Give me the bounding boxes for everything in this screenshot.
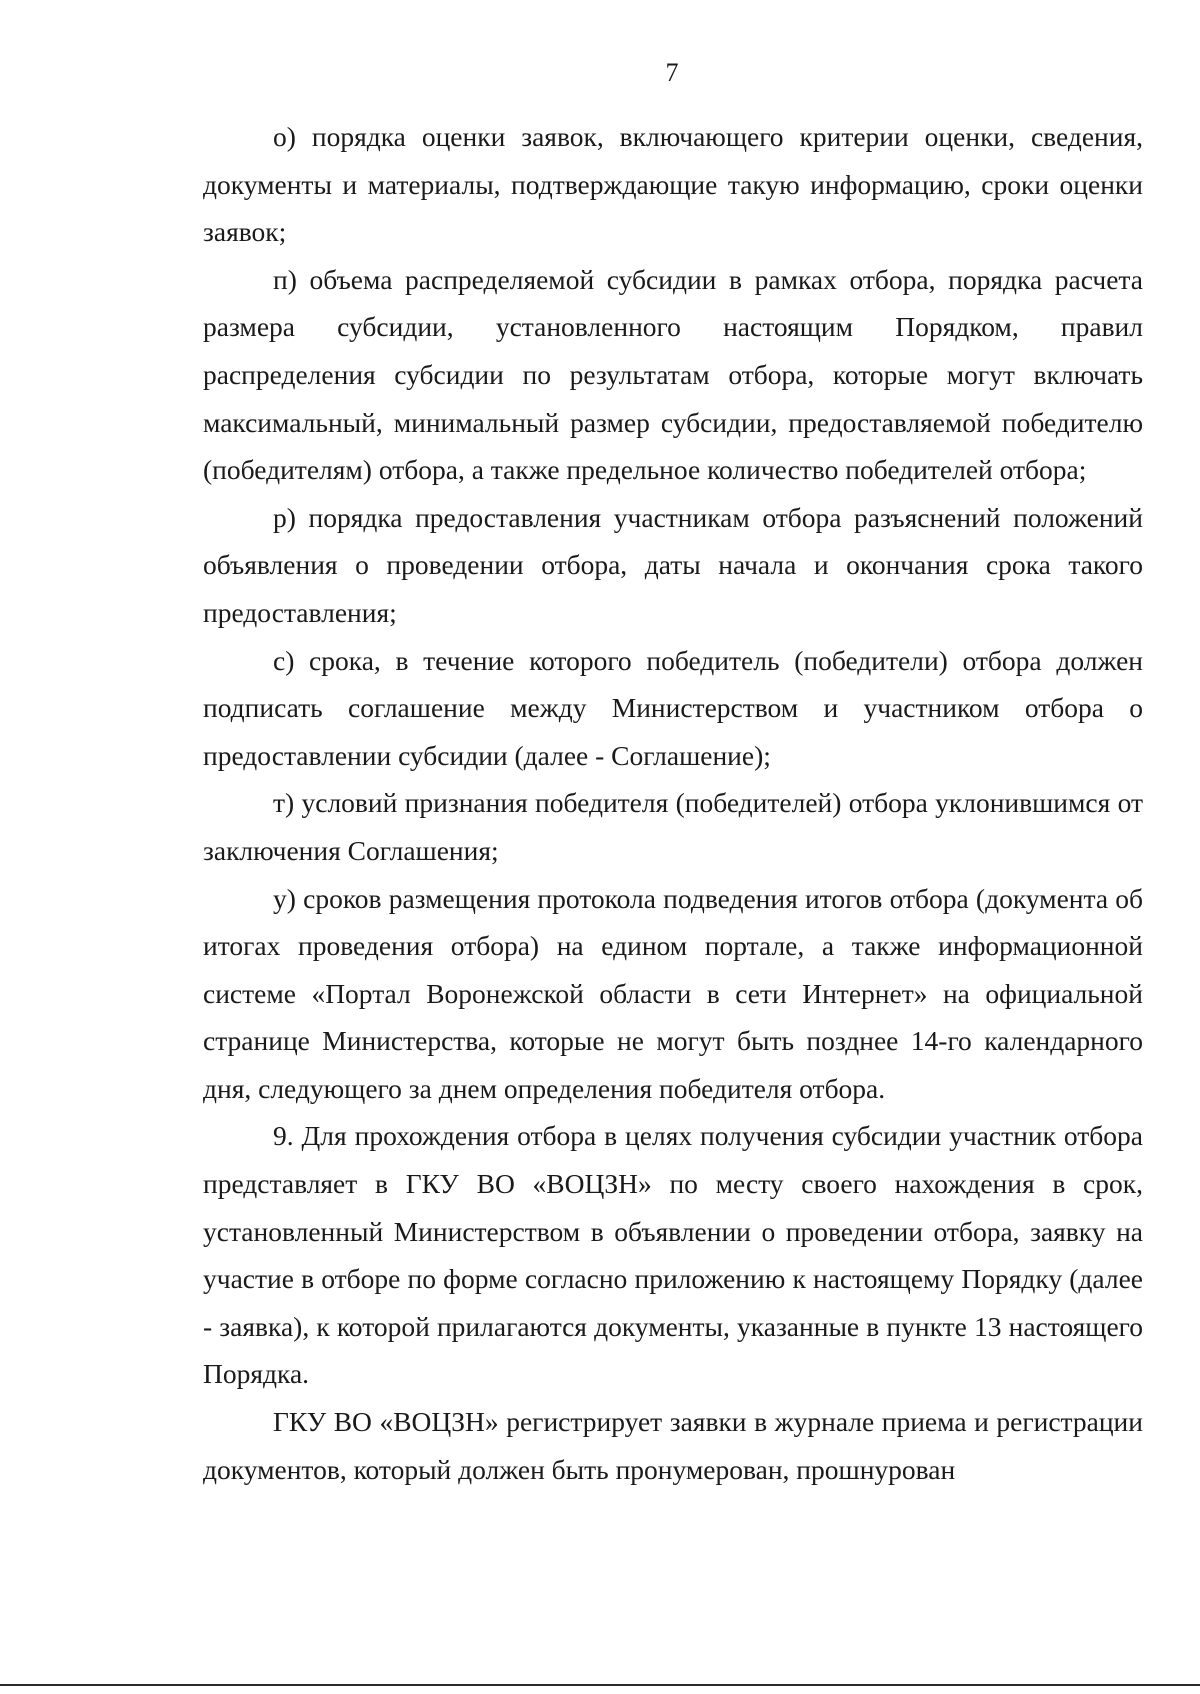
- paragraph-item-p: п) объема распределяемой субсидии в рамках отбора, порядка расчета размера субсидии, установленного настоящим Порядком, правил распределения субсидии по результатам отбора, которые могут включать максимальный, минимальный размер субсидии, предоставляемой победителю (победителям) отбора, а также предельное количество победителей отбора;: [203, 263, 1143, 486]
- paragraph-item-r: р) порядка предоставления участникам отбора разъяснений положений объявления о проведении отбора, даты начала и окончания срока такого предоставления;: [203, 501, 1143, 628]
- paragraph-item-u: у) сроков размещения протокола подведения итогов отбора (документа об итогах проведения отбора) на едином портале, а также информационной системе «Портал Воронежской области в сети Интернет» на официальной странице Министерства, которые не могут быть позднее 14-го календарного дня, следующего за днем определения победителя отбора.: [203, 882, 1143, 1104]
- paragraph-item-t: т) условий признания победителя (победителей) отбора уклонившимся от заключения Соглашения;: [203, 787, 1143, 866]
- document-body: [203, 113, 1143, 1493]
- bottom-rule: [0, 1684, 1200, 1686]
- paragraph-item-o: о) порядка оценки заявок, включающего критерии оценки, сведения, документы и материалы, подтверждающие такую информацию, сроки оценки заявок;: [203, 121, 1143, 248]
- page-number: 7: [665, 58, 679, 87]
- paragraph-point-9: 9. Для прохождения отбора в целях получения субсидии участник отбора представляет в ГКУ ВО «ВОЦЗН» по месту своего нахождения в срок, установленный Министерством в объявлении о проведении отбора, заявку на участие в отборе по форме согласно приложению к настоящему Порядку (далее - заявка), к которой прилагаются документы, указанные в пункте 13 настоящего Порядка.: [203, 1120, 1143, 1390]
- paragraph-item-s: с) срока, в течение которого победитель (победители) отбора должен подписать соглашение между Министерством и участником отбора о предоставлении субсидии (далее - Соглашение);: [203, 644, 1143, 771]
- paragraph-registration: ГКУ ВО «ВОЦЗН» регистрирует заявки в журнале приема и регистрации документов, который должен быть пронумерован, прошнурован: [203, 1406, 1143, 1485]
